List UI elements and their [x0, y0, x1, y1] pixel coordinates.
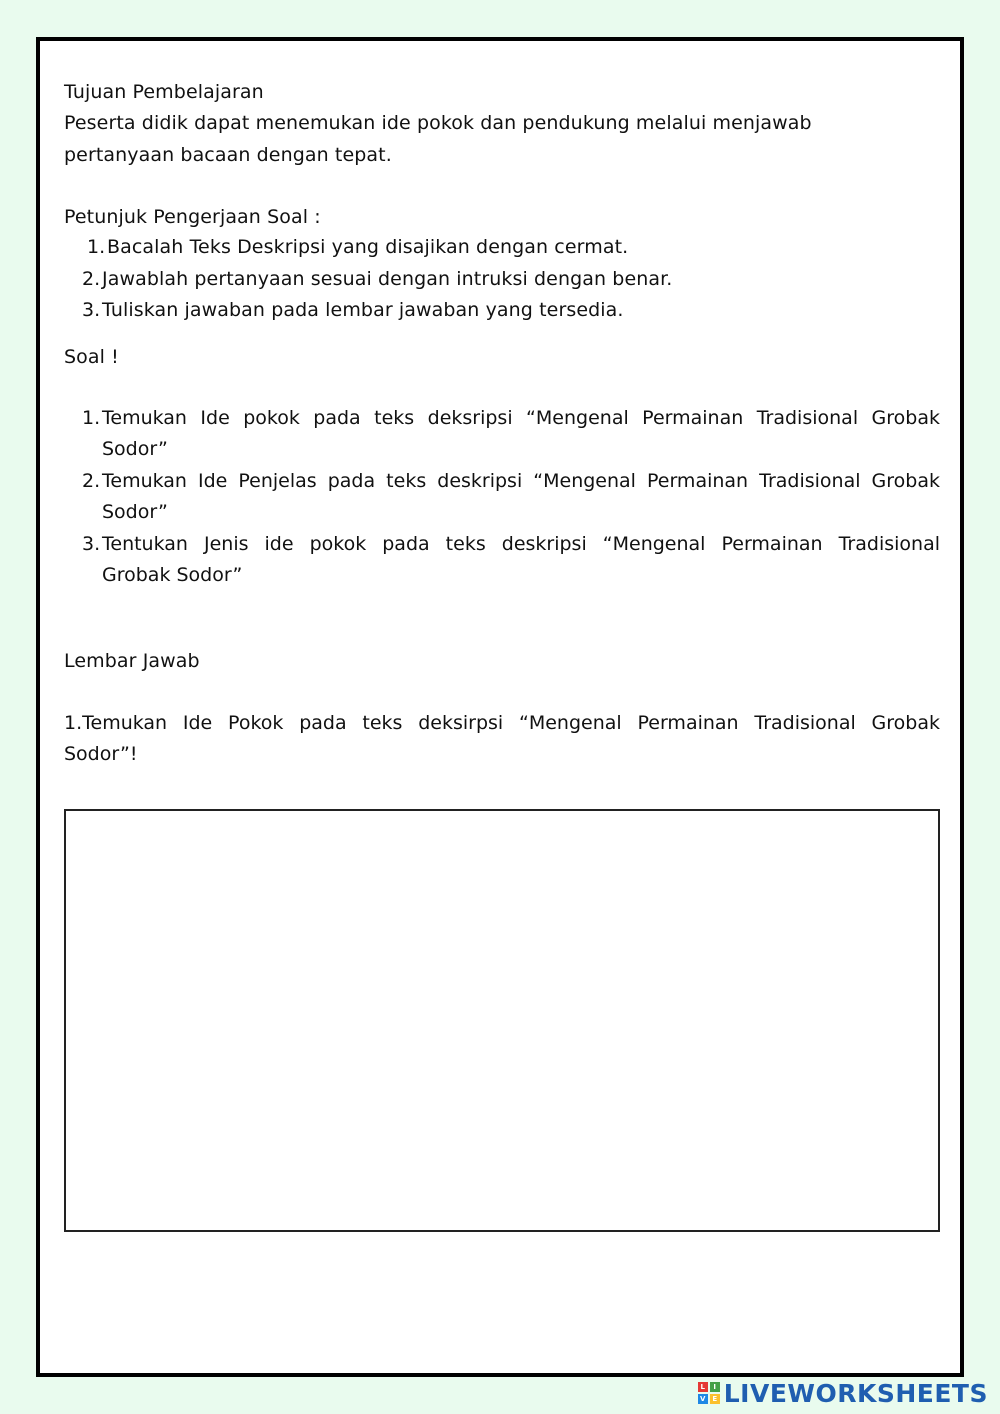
- objective-text-line-2: pertanyaan bacaan dengan tepat.: [64, 144, 392, 166]
- question-text-line-2: Sodor”: [102, 501, 168, 523]
- instruction-item: Jawablah pertanyaan sesuai dengan intruksi dengan benar.: [102, 268, 673, 290]
- instruction-number: 3.: [82, 299, 101, 321]
- question-text-line-1: Temukan Ide pokok pada teks deksripsi “Mengenal Permainan Tradisional Grobak: [102, 407, 940, 429]
- question-number: 2.: [82, 470, 101, 492]
- logo-letter: L: [698, 1382, 708, 1392]
- question-text-line-1: Temukan Ide Penjelas pada teks deskripsi “Mengenal Permainan Tradisional Grobak: [102, 470, 940, 492]
- instruction-number: 2.: [82, 268, 101, 290]
- question-number: 3.: [82, 533, 101, 555]
- instruction-item: Tuliskan jawaban pada lembar jawaban yang tersedia.: [102, 299, 624, 321]
- logo-letter: V: [698, 1394, 708, 1404]
- worksheet-page: [36, 37, 964, 1377]
- logo-letter: E: [710, 1394, 720, 1404]
- question-text-line-1: Tentukan Jenis ide pokok pada teks deskripsi “Mengenal Permainan Tradisional: [102, 533, 940, 555]
- answer-input-box[interactable]: [64, 809, 940, 1232]
- instructions-heading: Petunjuk Pengerjaan Soal :: [64, 206, 321, 228]
- instruction-number: 1.: [87, 236, 106, 258]
- instruction-item: Bacalah Teks Deskripsi yang disajikan dengan cermat.: [107, 236, 629, 258]
- answer-sheet-heading: Lembar Jawab: [64, 650, 200, 672]
- liveworksheets-logo: [698, 1378, 988, 1408]
- question-text-line-2: Grobak Sodor”: [102, 564, 243, 586]
- answer-question-line-1: 1.Temukan Ide Pokok pada teks deksirpsi “Mengenal Permainan Tradisional Grobak: [64, 712, 940, 734]
- logo-letter: I: [710, 1382, 720, 1392]
- objective-heading: Tujuan Pembelajaran: [64, 81, 264, 103]
- question-number: 1.: [82, 407, 101, 429]
- answer-question-line-2: Sodor”!: [64, 743, 138, 765]
- logo-mark-icon: [698, 1382, 720, 1404]
- questions-heading: Soal !: [64, 346, 119, 368]
- objective-text-line-1: Peserta didik dapat menemukan ide pokok dan pendukung melalui menjawab: [64, 112, 812, 134]
- brand-name: LIVEWORKSHEETS: [723, 1378, 988, 1408]
- question-text-line-2: Sodor”: [102, 438, 168, 460]
